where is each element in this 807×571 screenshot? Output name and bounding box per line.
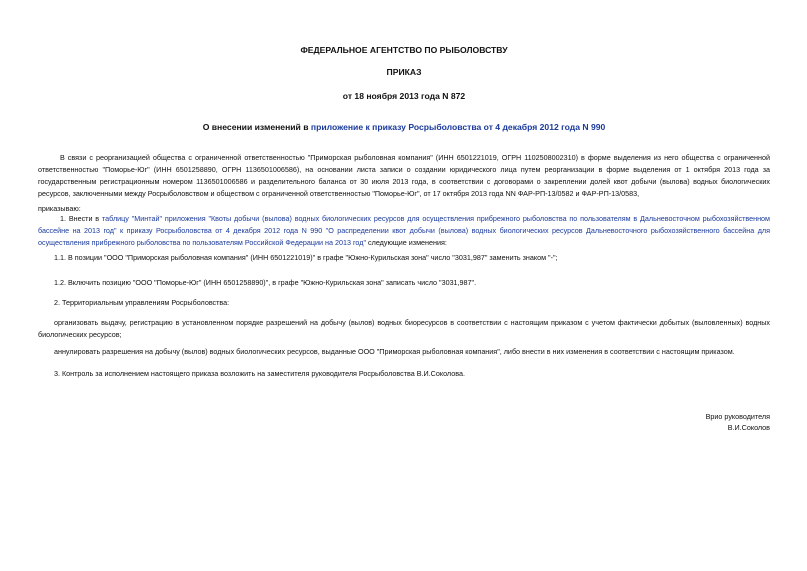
item-2-paragraph: 2. Территориальным управлениям Росрыболовства: [54,298,230,307]
item-1-suffix: следующие изменения: [366,238,447,247]
signature-position: Врио руководителя [705,412,770,421]
document-date-number: от 18 ноября 2013 года N 872 [342,91,466,101]
item-2-a-paragraph: организовать выдачу, регистрацию в установленном порядке разрешений на добычу (вылов) водных биоресурсов в соответствии с настоящим приказом с учетом фактически добытых (выловленных) водных биологических ресурсов; [38,318,770,339]
item-1-2-paragraph: 1.2. Включить позицию "ООО "Поморье-Юг" (ИНН 6501258890)", в графе "Южно-Курильская зона" записать число "3031,987". [54,278,477,287]
item-1-prefix: 1. Внести в [60,214,102,223]
order-word: приказываю: [38,204,81,213]
subject-link[interactable]: приложение к приказу Росрыболовства от 4 декабря 2012 года N 990 [310,122,606,132]
preamble-paragraph: В связи с реорганизацией общества с ограниченной ответственностью "Приморская рыболовная компания" (ИНН 6501221019, ОГРН 1102508002310) в форме выделения из него общества с ограниченной ответственностью "Поморье-Юг" (ИНН 6501258890, ОГРН 1136501006586), на основании листа записи о создании юридического лица путем реорганизации в форме выделения от 1 октября 2013 года за государственным регистрационным номером 1136501006586 и разделительного баланса от 30 июля 2013 года, в соответствии с договорами о закреплении долей квот добычи (вылова) водных биологических ресурсов, заключенными между Росрыболовством и обществом с ограниченной ответственностью "Поморье-Юг", от 17 октября 2013 года NN ФАР-РП-13/0582 и ФАР-РП-13/0583, [38,153,770,198]
signature-name: В.И.Соколов [727,423,770,432]
item-2-b-paragraph: аннулировать разрешения на добычу (вылов) водных биологических ресурсов, выданные ООО "Приморская рыболовная компания", либо внести в них изменения в соответствии с настоящим приказом. [54,347,735,356]
item-1-paragraph [38,213,770,249]
agency-title: ФЕДЕРАЛЬНОЕ АГЕНТСТВО ПО РЫБОЛОВСТВУ [300,45,508,55]
item-1-1-paragraph: 1.1. В позиции "ООО "Приморская рыболовная компания" (ИНН 6501221019)" в графе "Южно-Курильская зона" число "3031,987" заменить знаком "-"; [54,253,558,262]
document-subject [38,122,770,133]
item-1-link[interactable]: таблицу "Минтай" приложения "Квоты добычи (вылова) водных биологических ресурсов для осуществления прибрежного рыболовства по пользователям в Дальневосточном рыбохозяйственном бассейне на 2013 год" к приказу Росрыболовства от 4 декабря 2012 года N 990 "О распределении квот добычи (вылова) водных биологических ресурсов Дальневосточного рыбохозяйственного бассейна для осуществления прибрежного рыболовства по пользователям Российской Федерации на 2013 год" [38,214,770,247]
item-3-paragraph: 3. Контроль за исполнением настоящего приказа возложить на заместителя руководителя Росрыболовства В.И.Соколова. [54,369,465,378]
document-kind: ПРИКАЗ [386,67,422,77]
subject-prefix: О внесении изменений в [202,122,311,132]
document-page [38,0,770,571]
